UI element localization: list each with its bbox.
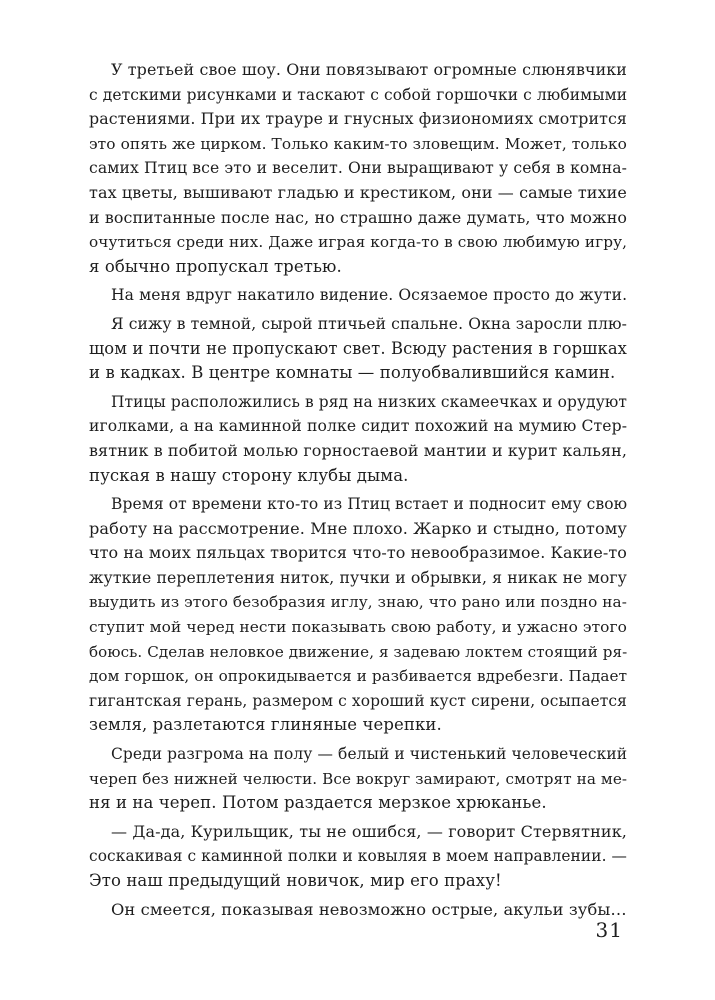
text-line: я обычно пропускал третью. bbox=[89, 256, 342, 276]
text-line: очутиться среди них. Даже играя когда-то в свою любимую игру, bbox=[89, 233, 628, 252]
text-line: самих Птиц все это и веселит. Они выращивают у себя в комна- bbox=[89, 158, 627, 178]
text-line: Я сижу в темной, сырой птичьей спальне. Окна заросли плю- bbox=[111, 314, 627, 333]
page-number: 31 bbox=[595, 918, 623, 942]
text-line: У третьей свое шоу. Они повязывают огромные слюнявчики bbox=[111, 60, 627, 79]
text-line: На меня вдруг накатило видение. Осязаемое просто до жути. bbox=[111, 286, 628, 305]
text-line: работу на рассмотрение. Мне плохо. Жарко и стыдно, потому bbox=[89, 518, 627, 538]
paragraph bbox=[89, 58, 627, 279]
text-line: это опять же цирком. Только каким-то зловещим. Может, только bbox=[89, 134, 627, 153]
text-line: Это наш предыдущий новичок, мир его праху! bbox=[89, 871, 502, 890]
paragraph bbox=[89, 742, 627, 816]
text-line: и воспитанные после нас, но страшно даже думать, что можно bbox=[89, 207, 627, 227]
text-line: тах цветы, вышивают гладью и крестиком, они — самые тихие bbox=[89, 182, 627, 202]
paragraph bbox=[89, 390, 627, 488]
paragraph bbox=[89, 898, 627, 923]
paragraph bbox=[89, 312, 627, 386]
text-line: Время от времени кто-то из Птиц встает и подносит ему свою bbox=[111, 495, 628, 514]
text-line: дом горшок, он опрокидывается и разбивается вдребезги. Падает bbox=[89, 667, 628, 686]
text-line: боюсь. Сделав неловкое движение, я задеваю локтем стоящий ря- bbox=[89, 642, 628, 661]
paragraph bbox=[89, 283, 627, 308]
text-line: гигантская герань, размером с хороший куст сирени, осыпается bbox=[89, 691, 627, 710]
text-line: Он смеется, показывая невозможно острые, акульи зубы… bbox=[111, 899, 627, 919]
text-line: с детскими рисунками и таскают с собой горшочки с любимыми bbox=[89, 85, 628, 104]
body-text bbox=[89, 58, 627, 922]
text-line: ступит мой черед нести показывать свою работу, и ужасно этого bbox=[89, 618, 627, 637]
paragraph bbox=[89, 492, 627, 738]
text-line: щом и почти не пропускают свет. Всюду растения в горшках bbox=[89, 338, 627, 358]
text-line: вятник в побитой молью горностаевой мантии и курит кальян, bbox=[89, 440, 627, 460]
text-line: выудить из этого безобразия иглу, знаю, что рано или поздно на- bbox=[89, 593, 627, 612]
text-line: Птицы расположились в ряд на низких скамеечках и орудуют bbox=[111, 392, 627, 411]
text-line: пуская в нашу сторону клубы дыма. bbox=[89, 465, 409, 485]
text-line: растениями. При их трауре и гнусных физиономиях смотрится bbox=[89, 109, 627, 129]
text-line: Среди разгрома на полу — белый и чистенький человеческий bbox=[111, 745, 628, 764]
text-line: соскакивая с каминной полки и ковыляя в моем направлении. — bbox=[89, 847, 627, 866]
text-line: иголками, а на каминной полке сидит похожий на мумию Стер- bbox=[89, 417, 628, 436]
text-line: и в кадках. В центре комнаты — полуобвалившийся камин. bbox=[89, 363, 616, 383]
paragraph bbox=[89, 820, 627, 894]
text-line: земля, разлетаются глиняные черепки. bbox=[89, 715, 442, 735]
text-line: жуткие переплетения ниток, пучки и обрывки, я никак не могу bbox=[89, 567, 627, 587]
text-line: череп без нижней челюсти. Все вокруг замирают, смотрят на ме- bbox=[89, 769, 628, 788]
text-line: что на моих пяльцах творится что-то невообразимое. Какие-то bbox=[89, 543, 627, 563]
text-line: ня и на череп. Потом раздается мерзкое хрюканье. bbox=[89, 793, 547, 813]
text-line: — Да-да, Курильщик, ты не ошибся, — говорит Стервятник, bbox=[111, 821, 627, 841]
